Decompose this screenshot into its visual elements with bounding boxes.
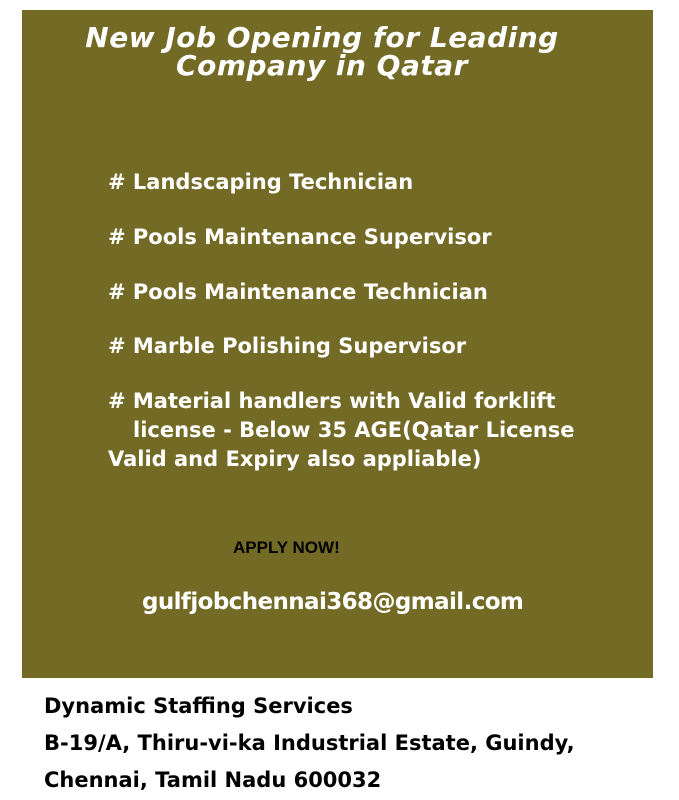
- job-item-material-handlers-line-2: license - Below 35 AGE(Qatar License: [133, 418, 575, 442]
- poster-headline: [22, 21, 622, 82]
- company-details: [44, 688, 575, 799]
- company-address-line-1: B-19/A, Thiru-vi-ka Industrial Estate, Guindy,: [44, 731, 575, 755]
- company-address-line-2: Chennai, Tamil Nadu 600032: [44, 768, 382, 792]
- company-name: Dynamic Staffing Services: [44, 694, 353, 718]
- job-item-material-handlers-line-1: # Material handlers with Valid forklift: [108, 389, 556, 413]
- job-poster-panel: [22, 10, 653, 678]
- job-item-pools-maintenance-technician: # Pools Maintenance Technician: [108, 280, 488, 304]
- job-item-landscaping-technician: # Landscaping Technician: [108, 170, 414, 194]
- contact-email[interactable]: gulfjobchennai368@gmail.com: [142, 589, 524, 615]
- job-item-marble-polishing-supervisor: # Marble Polishing Supervisor: [108, 334, 467, 358]
- headline-line-1: New Job Opening for Leading: [85, 21, 559, 54]
- job-item-material-handlers: [108, 387, 575, 474]
- job-item-material-handlers-line-3: Valid and Expiry also appliable): [108, 447, 482, 471]
- apply-now-label: APPLY NOW!: [233, 538, 340, 557]
- job-item-pools-maintenance-supervisor: # Pools Maintenance Supervisor: [108, 225, 492, 249]
- headline-line-2: Company in Qatar: [176, 49, 468, 82]
